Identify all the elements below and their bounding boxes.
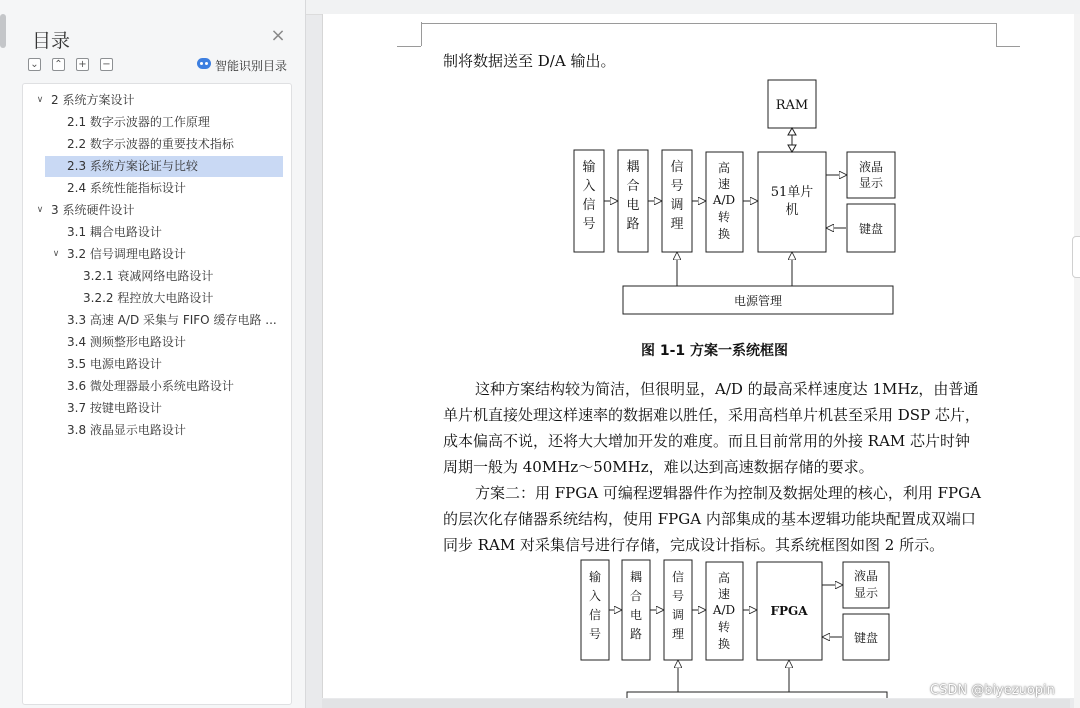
toc-item[interactable]	[23, 134, 283, 155]
toc-item-label: 2 系统方案设计	[51, 93, 135, 107]
toc-item[interactable]	[23, 178, 283, 199]
toc-item-label: 3.6 微处理器最小系统电路设计	[67, 379, 234, 393]
toc-item[interactable]	[23, 244, 283, 265]
toc-item-label: 3.2 信号调理电路设计	[67, 247, 186, 261]
toc-item-label: 2.4 系统性能指标设计	[67, 181, 186, 195]
lcd-label: 显示	[858, 176, 884, 190]
horizontal-scrollbar[interactable]	[322, 699, 1070, 708]
power-management-label: 电源管理	[733, 294, 783, 308]
coupling-circuit-label: 耦合电路	[629, 570, 642, 641]
toc-item[interactable]	[23, 222, 283, 243]
paragraph-line: 成本偏高不说，还将大大增加开发的难度。而且目前常用的外接 RAM 芯片时钟	[443, 432, 971, 450]
power-management-block	[627, 692, 887, 698]
mcu-label: 51单片	[770, 185, 814, 200]
document-page	[322, 14, 1075, 698]
toc-item[interactable]	[23, 266, 283, 287]
adc-label: 高	[717, 161, 731, 175]
robot-icon[interactable]	[197, 58, 211, 69]
toc-item-label: 2.3 系统方案论证与比较	[67, 159, 198, 173]
toc-item-label: 3.2.2 程控放大电路设计	[83, 291, 214, 305]
adc-label: 换	[717, 227, 731, 241]
paragraph-line: 方案二：用 FPGA 可编程逻辑器件作为控制及数据处理的核心，利用 FPGA	[475, 484, 981, 502]
input-signal-label: 输入信号	[588, 570, 601, 641]
coupling-circuit-label: 耦合电路	[626, 160, 640, 232]
lcd-label: 液晶	[853, 569, 879, 583]
toc-item-label: 3.2.1 衰减网络电路设计	[83, 269, 214, 283]
crop-mark	[996, 46, 1020, 47]
toc-item-label: 3.7 按键电路设计	[67, 401, 162, 415]
adc-label: 速	[717, 177, 731, 191]
adc-label: A/D	[712, 193, 736, 207]
toc-item[interactable]	[23, 398, 283, 419]
document-viewport	[306, 0, 1080, 708]
vertical-scrollbar[interactable]	[1074, 14, 1080, 708]
input-signal-label: 输入信号	[582, 160, 596, 232]
keyboard-label: 键盘	[858, 222, 884, 236]
toc-item-active[interactable]	[45, 156, 283, 177]
crop-mark	[996, 23, 997, 47]
lcd-block	[847, 152, 895, 198]
toc-item-label: 3.4 测频整形电路设计	[67, 335, 186, 349]
side-panel-toggle[interactable]	[1072, 236, 1080, 278]
chevron-down-icon[interactable]: ∨	[36, 95, 44, 105]
expand-up-button[interactable]: ⌃	[52, 58, 65, 71]
figure-2-diagram	[575, 558, 905, 698]
adc-label: 转	[717, 620, 731, 634]
paragraph-line: 单片机直接处理这样速率的数据难以胜任，采用高档单片机甚至采用 DSP 芯片，	[443, 406, 980, 424]
smart-recognize-toc-button[interactable]: 智能识别目录	[215, 59, 288, 73]
add-heading-button[interactable]: +	[76, 58, 89, 71]
remove-heading-button[interactable]: −	[100, 58, 113, 71]
watermark: CSDN @biyezuopin	[930, 683, 1055, 698]
close-icon[interactable]: ×	[270, 25, 286, 46]
adc-label: 高	[717, 571, 731, 585]
toc-item[interactable]	[23, 332, 283, 353]
paragraph-line: 周期一般为 40MHz～50MHz，难以达到高速数据存储的要求。	[443, 458, 874, 476]
toc-item[interactable]	[23, 310, 283, 331]
crop-mark	[421, 23, 996, 24]
mcu-label: 机	[785, 203, 799, 218]
crop-mark	[397, 46, 421, 47]
toc-item[interactable]	[23, 200, 283, 221]
ruler-bar	[306, 0, 1080, 15]
collapse-all-button[interactable]: ⌄	[28, 58, 41, 71]
adc-label: 速	[717, 587, 731, 601]
toc-item[interactable]	[23, 112, 283, 133]
paragraph-line: 同步 RAM 对采集信号进行存储，完成设计指标。其系统框图如图 2 所示。	[443, 536, 945, 554]
signal-conditioning-label: 信号调理	[671, 570, 684, 641]
paragraph-line: 这种方案结构较为简洁，但很明显，A/D 的最高采样速度达 1MHz，由普通	[475, 380, 979, 398]
toc-item-label: 2.2 数字示波器的重要技术指标	[67, 137, 234, 151]
keyboard-label: 键盘	[853, 631, 879, 645]
paragraph-line: 制将数据送至 D/A 输出。	[443, 52, 616, 70]
toc-panel	[0, 0, 306, 708]
paragraph-line: 的层次化存储器系统结构，使用 FPGA 内部集成的基本逻辑功能块配置成双端口	[443, 510, 976, 528]
toc-item[interactable]	[23, 420, 283, 441]
toc-item-label: 2.1 数字示波器的工作原理	[67, 115, 210, 129]
toc-item[interactable]	[23, 354, 283, 375]
ram-label: RAM	[775, 98, 809, 113]
adc-label: 转	[717, 210, 731, 224]
lcd-label: 液晶	[858, 160, 884, 174]
adc-label: A/D	[712, 603, 736, 617]
crop-mark	[421, 22, 422, 46]
chevron-down-icon[interactable]: ∨	[36, 205, 44, 215]
signal-conditioning-label: 信号调理	[670, 160, 684, 232]
lcd-label: 显示	[853, 586, 879, 600]
toc-item[interactable]	[23, 288, 283, 309]
sidebar-scrollbar-thumb[interactable]	[0, 14, 6, 48]
mcu-block	[758, 152, 826, 252]
toc-item[interactable]	[23, 376, 283, 397]
fpga-label: FPGA	[770, 604, 808, 618]
toc-title: 目录	[32, 30, 71, 52]
adc-label: 换	[717, 637, 731, 651]
toc-list	[22, 83, 292, 705]
figure-1-caption: 图 1-1 方案一系统框图	[641, 343, 789, 359]
toc-item-label: 3.8 液晶显示电路设计	[67, 423, 186, 437]
toc-item[interactable]	[23, 90, 283, 111]
toc-item-label: 3.5 电源电路设计	[67, 357, 162, 371]
figure-1-diagram	[563, 76, 903, 320]
toc-item-label: 3.3 高速 A/D 采集与 FIFO 缓存电路 ...	[67, 313, 277, 327]
toc-item-label: 3.1 耦合电路设计	[67, 225, 162, 239]
chevron-down-icon[interactable]: ∨	[52, 249, 60, 259]
toc-item-label: 3 系统硬件设计	[51, 203, 135, 217]
